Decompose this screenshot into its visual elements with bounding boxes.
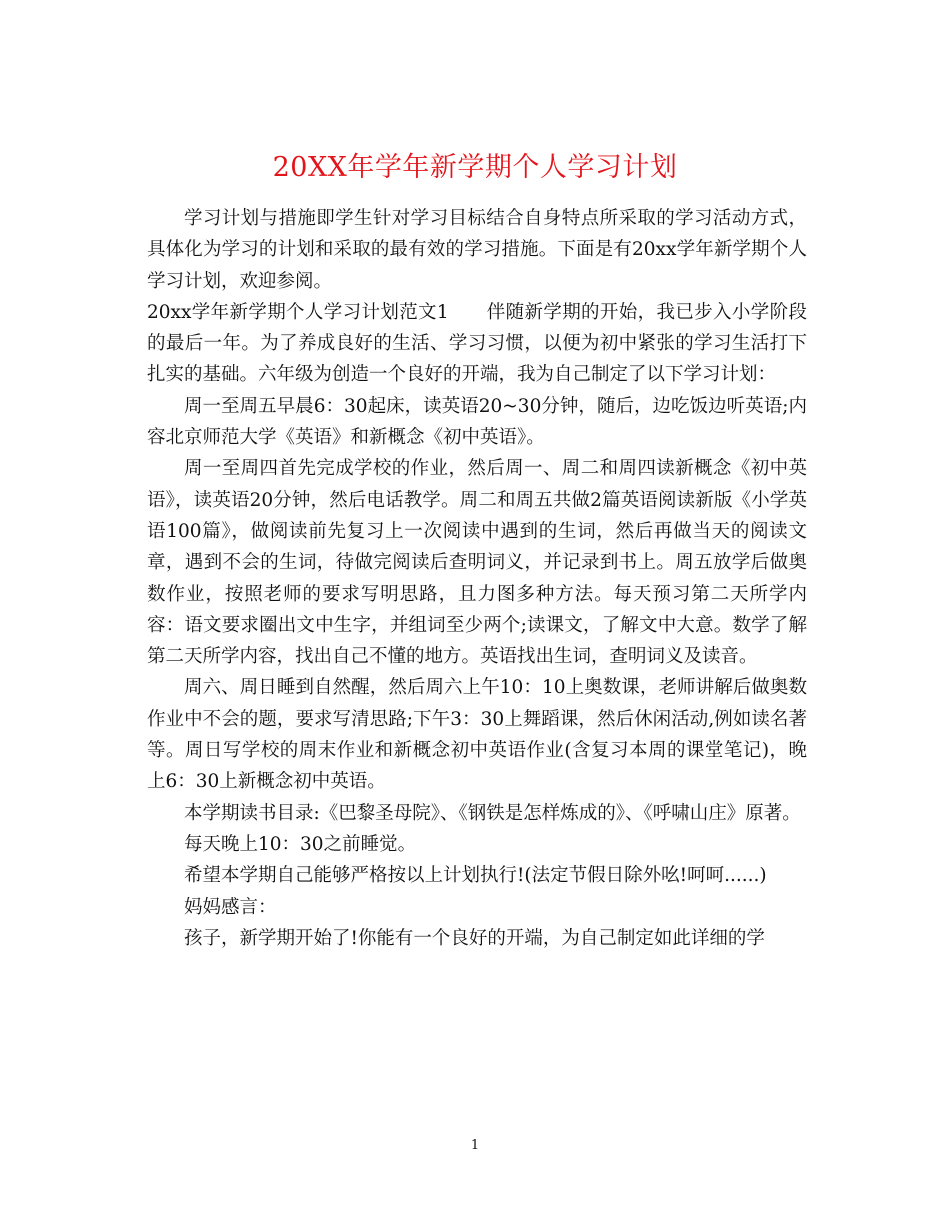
paragraph-hope: 希望本学期自己能够严格按以上计划执行!(法定节假日除外吆!呵呵......) bbox=[184, 865, 767, 887]
paragraph-intro: 学习计划与措施即学生针对学习目标结合自身特点所采取的学习活动方式，具体化为学习的计划和采取的最有效的学习措施。下面是有20xx学年新学期个人学习计划，欢迎参阅。 bbox=[147, 208, 807, 292]
paragraph-bedtime: 每天晚上10：30之前睡觉。 bbox=[184, 833, 417, 855]
paragraph-mother-text: 孩子，新学期开始了!你能有一个良好的开端，为自己制定如此详细的学 bbox=[184, 927, 765, 949]
document-title: 20XX年学年新学期个人学习计划 bbox=[272, 152, 678, 184]
paragraph-weekday-afternoon: 周一至周四首先完成学校的作业，然后周一、周二和周四读新概念《初中英语》，读英语20分钟，然后电话教学。周二和周五共做2篇英语阅读新版《小学英语100篇》，做阅读前先复习上一次阅读中遇到的生词，然后再做当天的阅读文章，遇到不会的生词，待做完阅读后查明词义，并记录到书上。周五放学后做奥数作业，按照老师的要求写明思路，且力图多种方法。每天预习第二天所学内容：语文要求圈出文中生字，并组词至少两个;读课文，了解文中大意。数学了解第二天所学内容，找出自己不懂的地方。英语找出生词，查明词义及读音。 bbox=[147, 458, 807, 668]
document-body bbox=[147, 203, 807, 954]
paragraph-sample-heading: 20xx学年新学期个人学习计划范文1 伴随新学期的开始，我已步入小学阶段的最后一年。为了养成良好的生活、学习习惯，以便为初中紧张的学习生活打下扎实的基础。六年级为创造一个良好的开端，我为自己制定了以下学习计划： bbox=[147, 301, 807, 386]
paragraph-weekend: 周六、周日睡到自然醒，然后周六上午10：10上奥数课，老师讲解后做奥数作业中不会的题，要求写清思路;下午3：30上舞蹈课，然后休闲活动,例如读名著等。周日写学校的周末作业和新概念初中英语作业(含复习本周的课堂笔记)，晚上6：30上新概念初中英语。 bbox=[147, 677, 807, 793]
page-number: 1 bbox=[470, 1138, 480, 1153]
paragraph-mother-heading: 妈妈感言： bbox=[184, 896, 277, 918]
paragraph-reading-list: 本学期读书目录:《巴黎圣母院》、《钢铁是怎样炼成的》、《呼啸山庄》原著。 bbox=[184, 802, 801, 824]
paragraph-weekday-morning: 周一至周五早晨6：30起床，读英语20~30分钟，随后，边吃饭边听英语;内容北京师范大学《英语》和新概念《初中英语》。 bbox=[147, 395, 807, 449]
